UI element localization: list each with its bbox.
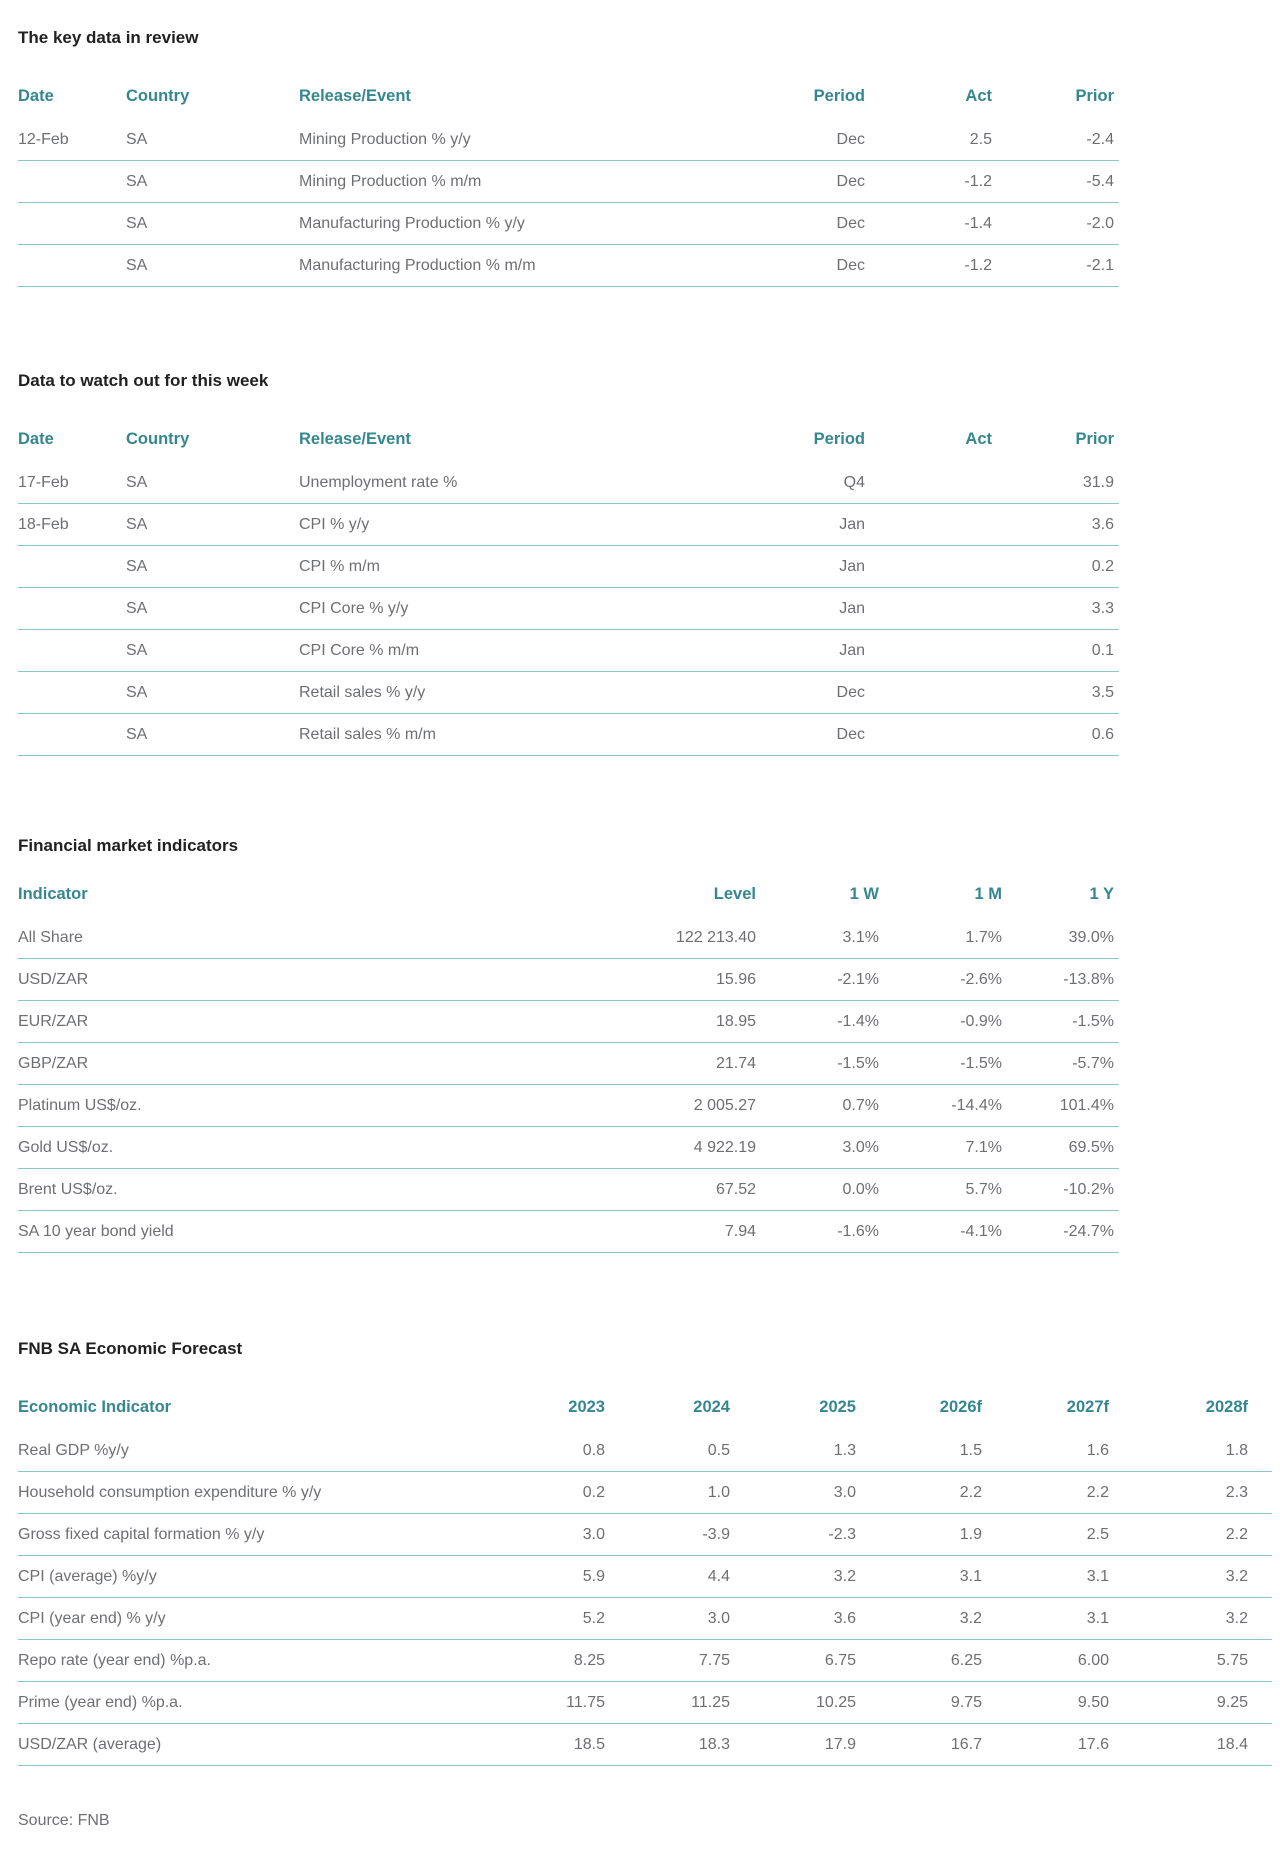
table-row (18, 119, 1119, 161)
cell-w1: 3.0% (756, 1127, 879, 1169)
cell-act: -1.2 (865, 161, 992, 203)
cell-y2027: 1.6 (982, 1430, 1109, 1472)
cell-date (18, 546, 126, 588)
cell-act (865, 504, 992, 546)
cell-prior: 0.1 (992, 630, 1119, 672)
column-header-date: Date (18, 430, 54, 448)
cell-y2028: 1.8 (1109, 1430, 1272, 1472)
table-row (18, 1085, 1119, 1127)
cell-y2027: 2.5 (982, 1514, 1109, 1556)
cell-y1: -10.2% (1002, 1169, 1119, 1211)
table-row (18, 1211, 1119, 1253)
economic-forecast-table-header (18, 1397, 1272, 1430)
cell-prior: 3.3 (992, 588, 1119, 630)
cell-indicator: Platinum US$/oz. (18, 1085, 540, 1127)
table-row (18, 959, 1119, 1001)
table-row (18, 1682, 1272, 1724)
table-row (18, 672, 1119, 714)
cell-y2024: 0.5 (605, 1430, 730, 1472)
column-header-1m: 1 M (974, 885, 1002, 903)
cell-y2027: 3.1 (982, 1598, 1109, 1640)
cell-country: SA (126, 203, 299, 245)
cell-act: -1.2 (865, 245, 992, 287)
cell-y1: -13.8% (1002, 959, 1119, 1001)
cell-y2025: -2.3 (730, 1514, 856, 1556)
cell-y2028: 18.4 (1109, 1724, 1272, 1766)
cell-prior: 3.5 (992, 672, 1119, 714)
table-row (18, 161, 1119, 203)
cell-act: -1.4 (865, 203, 992, 245)
cell-y2026: 16.7 (856, 1724, 982, 1766)
column-header-release: Release/Event (299, 87, 411, 105)
cell-release: Mining Production % m/m (299, 161, 719, 203)
section-title-market: Financial market indicators (18, 836, 239, 855)
cell-w1: -1.6% (756, 1211, 879, 1253)
cell-release: Manufacturing Production % m/m (299, 245, 719, 287)
cell-country: SA (126, 672, 299, 714)
table-row (18, 1001, 1119, 1043)
cell-y2026: 1.9 (856, 1514, 982, 1556)
cell-indicator: All Share (18, 917, 540, 959)
cell-act (865, 672, 992, 714)
section-title-forecast: FNB SA Economic Forecast (18, 1339, 243, 1358)
table-row (18, 917, 1119, 959)
cell-date (18, 245, 126, 287)
cell-level: 15.96 (540, 959, 756, 1001)
column-header-period: Period (813, 430, 865, 448)
cell-prior: -2.0 (992, 203, 1119, 245)
column-header-indicator: Indicator (18, 885, 88, 903)
column-header-2025: 2025 (819, 1398, 856, 1416)
cell-y2028: 3.2 (1109, 1556, 1272, 1598)
cell-indicator: Household consumption expenditure % y/y (18, 1472, 480, 1514)
column-header-country: Country (126, 87, 190, 105)
cell-y1: 101.4% (1002, 1085, 1119, 1127)
table-row (18, 630, 1119, 672)
cell-y2025: 10.25 (730, 1682, 856, 1724)
cell-y2023: 3.0 (480, 1514, 605, 1556)
cell-act (865, 630, 992, 672)
cell-act: 2.5 (865, 119, 992, 161)
cell-act (865, 714, 992, 756)
watch-week-table-header (18, 429, 1119, 462)
cell-w1: -1.4% (756, 1001, 879, 1043)
cell-period: Q4 (719, 462, 865, 504)
cell-w1: -1.5% (756, 1043, 879, 1085)
cell-release: Retail sales % m/m (299, 714, 719, 756)
cell-country: SA (126, 630, 299, 672)
cell-y2023: 5.2 (480, 1598, 605, 1640)
cell-level: 7.94 (540, 1211, 756, 1253)
cell-y2024: -3.9 (605, 1514, 730, 1556)
cell-y1: 69.5% (1002, 1127, 1119, 1169)
column-header-economic-indicator: Economic Indicator (18, 1398, 172, 1416)
cell-indicator: Gold US$/oz. (18, 1127, 540, 1169)
cell-level: 122 213.40 (540, 917, 756, 959)
cell-y2025: 1.3 (730, 1430, 856, 1472)
cell-date: 18-Feb (18, 504, 126, 546)
cell-w1: -2.1% (756, 959, 879, 1001)
column-header-1y: 1 Y (1089, 885, 1114, 903)
cell-indicator: USD/ZAR (18, 959, 540, 1001)
cell-indicator: CPI (average) %y/y (18, 1556, 480, 1598)
cell-indicator: USD/ZAR (average) (18, 1724, 480, 1766)
cell-level: 4 922.19 (540, 1127, 756, 1169)
cell-country: SA (126, 714, 299, 756)
column-header-prior: Prior (1075, 87, 1114, 105)
cell-release: Manufacturing Production % y/y (299, 203, 719, 245)
cell-act (865, 588, 992, 630)
cell-period: Dec (719, 245, 865, 287)
cell-m1: 7.1% (879, 1127, 1002, 1169)
cell-country: SA (126, 504, 299, 546)
watch-week-table (18, 429, 1119, 756)
cell-release: CPI % m/m (299, 546, 719, 588)
cell-y2025: 17.9 (730, 1724, 856, 1766)
cell-y2026: 6.25 (856, 1640, 982, 1682)
cell-release: CPI Core % y/y (299, 588, 719, 630)
table-row (18, 1043, 1119, 1085)
cell-y2025: 3.6 (730, 1598, 856, 1640)
cell-country: SA (126, 245, 299, 287)
cell-m1: -14.4% (879, 1085, 1002, 1127)
column-header-prior: Prior (1075, 430, 1114, 448)
cell-prior: -2.4 (992, 119, 1119, 161)
cell-country: SA (126, 161, 299, 203)
cell-y2023: 11.75 (480, 1682, 605, 1724)
cell-country: SA (126, 588, 299, 630)
cell-y1: -5.7% (1002, 1043, 1119, 1085)
cell-y2028: 2.2 (1109, 1514, 1272, 1556)
column-header-act: Act (965, 87, 992, 105)
cell-period: Dec (719, 672, 865, 714)
cell-m1: -1.5% (879, 1043, 1002, 1085)
cell-indicator: EUR/ZAR (18, 1001, 540, 1043)
cell-date (18, 672, 126, 714)
table-row (18, 1556, 1272, 1598)
table-row (18, 245, 1119, 287)
table-row (18, 546, 1119, 588)
cell-prior: -5.4 (992, 161, 1119, 203)
table-row (18, 1598, 1272, 1640)
cell-period: Dec (719, 714, 865, 756)
cell-prior: -2.1 (992, 245, 1119, 287)
cell-y2028: 5.75 (1109, 1640, 1272, 1682)
cell-period: Dec (719, 203, 865, 245)
cell-prior: 3.6 (992, 504, 1119, 546)
table-row (18, 504, 1119, 546)
table-row (18, 1472, 1272, 1514)
cell-indicator: GBP/ZAR (18, 1043, 540, 1085)
cell-m1: -0.9% (879, 1001, 1002, 1043)
column-header-2024: 2024 (693, 1398, 730, 1416)
cell-y2023: 18.5 (480, 1724, 605, 1766)
cell-y2026: 3.1 (856, 1556, 982, 1598)
cell-y2023: 0.2 (480, 1472, 605, 1514)
cell-y1: -24.7% (1002, 1211, 1119, 1253)
cell-y2025: 3.0 (730, 1472, 856, 1514)
cell-prior: 0.6 (992, 714, 1119, 756)
cell-y2024: 7.75 (605, 1640, 730, 1682)
column-header-period: Period (813, 87, 865, 105)
cell-date (18, 588, 126, 630)
column-header-level: Level (713, 885, 756, 903)
cell-m1: -2.6% (879, 959, 1002, 1001)
cell-release: CPI % y/y (299, 504, 719, 546)
cell-y2028: 9.25 (1109, 1682, 1272, 1724)
market-indicators-table (18, 884, 1119, 1253)
cell-indicator: SA 10 year bond yield (18, 1211, 540, 1253)
table-row (18, 1514, 1272, 1556)
cell-m1: -4.1% (879, 1211, 1002, 1253)
cell-y2023: 0.8 (480, 1430, 605, 1472)
cell-y2024: 11.25 (605, 1682, 730, 1724)
key-data-table (18, 86, 1119, 287)
cell-date (18, 630, 126, 672)
cell-y1: 39.0% (1002, 917, 1119, 959)
table-row (18, 1640, 1272, 1682)
cell-w1: 0.0% (756, 1169, 879, 1211)
table-row (18, 588, 1119, 630)
cell-prior: 31.9 (992, 462, 1119, 504)
cell-release: Mining Production % y/y (299, 119, 719, 161)
cell-w1: 3.1% (756, 917, 879, 959)
cell-level: 18.95 (540, 1001, 756, 1043)
cell-y2027: 2.2 (982, 1472, 1109, 1514)
table-row (18, 1169, 1119, 1211)
cell-y2026: 1.5 (856, 1430, 982, 1472)
column-header-date: Date (18, 87, 54, 105)
cell-release: CPI Core % m/m (299, 630, 719, 672)
table-row (18, 1724, 1272, 1766)
cell-act (865, 546, 992, 588)
cell-release: Unemployment rate % (299, 462, 719, 504)
cell-level: 2 005.27 (540, 1085, 756, 1127)
cell-m1: 5.7% (879, 1169, 1002, 1211)
column-header-2028f: 2028f (1205, 1398, 1248, 1416)
cell-y2027: 17.6 (982, 1724, 1109, 1766)
cell-y2026: 2.2 (856, 1472, 982, 1514)
cell-date (18, 203, 126, 245)
cell-indicator: Real GDP %y/y (18, 1430, 480, 1472)
cell-indicator: Repo rate (year end) %p.a. (18, 1640, 480, 1682)
cell-w1: 0.7% (756, 1085, 879, 1127)
cell-y2026: 3.2 (856, 1598, 982, 1640)
cell-y2023: 5.9 (480, 1556, 605, 1598)
column-header-2023: 2023 (568, 1398, 605, 1416)
cell-y2026: 9.75 (856, 1682, 982, 1724)
column-header-act: Act (965, 430, 992, 448)
cell-country: SA (126, 462, 299, 504)
cell-y2028: 3.2 (1109, 1598, 1272, 1640)
cell-release: Retail sales % y/y (299, 672, 719, 714)
cell-period: Dec (719, 161, 865, 203)
cell-country: SA (126, 546, 299, 588)
economic-forecast-table (18, 1397, 1272, 1766)
table-row (18, 203, 1119, 245)
column-header-1w: 1 W (849, 885, 879, 903)
cell-period: Dec (719, 119, 865, 161)
table-row (18, 1127, 1119, 1169)
key-data-table-header (18, 86, 1119, 119)
cell-m1: 1.7% (879, 917, 1002, 959)
cell-date (18, 714, 126, 756)
cell-indicator: Prime (year end) %p.a. (18, 1682, 480, 1724)
cell-period: Jan (719, 546, 865, 588)
cell-y2024: 4.4 (605, 1556, 730, 1598)
cell-date: 17-Feb (18, 462, 126, 504)
table-row (18, 714, 1119, 756)
cell-prior: 0.2 (992, 546, 1119, 588)
cell-y2027: 6.00 (982, 1640, 1109, 1682)
source-note: Source: FNB (18, 1812, 110, 1829)
table-row (18, 1430, 1272, 1472)
column-header-country: Country (126, 430, 190, 448)
cell-act (865, 462, 992, 504)
cell-y2024: 3.0 (605, 1598, 730, 1640)
column-header-release: Release/Event (299, 430, 411, 448)
section-title-watch-week: Data to watch out for this week (18, 371, 269, 390)
cell-level: 21.74 (540, 1043, 756, 1085)
cell-level: 67.52 (540, 1169, 756, 1211)
cell-y2025: 3.2 (730, 1556, 856, 1598)
cell-y1: -1.5% (1002, 1001, 1119, 1043)
column-header-2026f: 2026f (939, 1398, 982, 1416)
cell-y2028: 2.3 (1109, 1472, 1272, 1514)
table-row (18, 462, 1119, 504)
cell-y2027: 9.50 (982, 1682, 1109, 1724)
cell-date: 12-Feb (18, 119, 126, 161)
cell-y2024: 1.0 (605, 1472, 730, 1514)
cell-date (18, 161, 126, 203)
cell-y2024: 18.3 (605, 1724, 730, 1766)
cell-period: Jan (719, 504, 865, 546)
market-indicators-table-header (18, 884, 1119, 917)
cell-period: Jan (719, 630, 865, 672)
section-title-key-data: The key data in review (18, 28, 199, 47)
cell-y2027: 3.1 (982, 1556, 1109, 1598)
cell-indicator: Brent US$/oz. (18, 1169, 540, 1211)
cell-y2023: 8.25 (480, 1640, 605, 1682)
cell-indicator: CPI (year end) % y/y (18, 1598, 480, 1640)
cell-country: SA (126, 119, 299, 161)
cell-indicator: Gross fixed capital formation % y/y (18, 1514, 480, 1556)
cell-period: Jan (719, 588, 865, 630)
column-header-2027f: 2027f (1066, 1398, 1109, 1416)
cell-y2025: 6.75 (730, 1640, 856, 1682)
